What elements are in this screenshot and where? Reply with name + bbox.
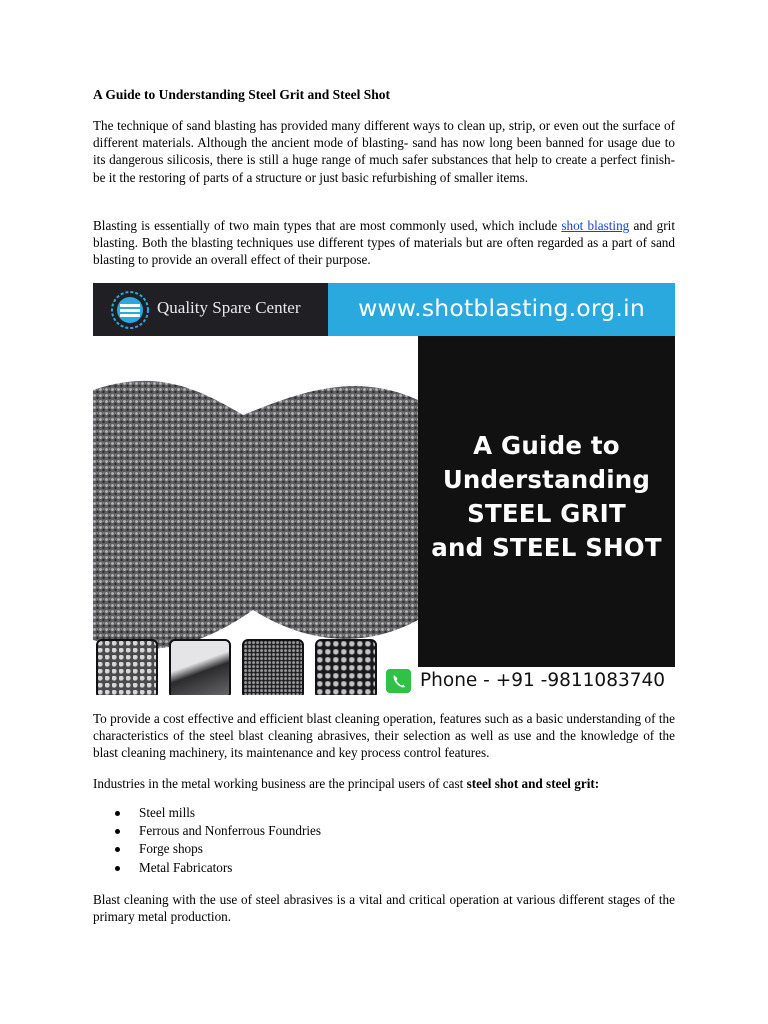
sample-thumbnail bbox=[242, 639, 304, 695]
paragraph-intro: The technique of sand blasting has provided many different ways to clean up, strip, or even out the surface of different materials. Although the ancient mode of blasting- sand has now long been banned for usage due to its dangerous silicosis, there is still a huge range of much safer substances that help to create a perfect finish- be it the restoring of parts of a structure or just basic refurbishing of smaller items. bbox=[93, 118, 675, 185]
sample-thumbnail bbox=[169, 639, 231, 695]
brand-logo-icon bbox=[109, 289, 151, 331]
list-item: Steel mills bbox=[93, 804, 321, 822]
headline-line: Understanding bbox=[442, 465, 651, 494]
steel-grit-photo bbox=[93, 370, 418, 660]
list-item: Metal Fabricators bbox=[93, 859, 321, 877]
paragraph-text: and grit blasting. Both the blasting techniques use different types of materials but are often regarded as a part of sand blasting to provide an overall effect of their purpose. bbox=[93, 218, 675, 268]
sample-thumbnail bbox=[96, 639, 158, 695]
phone-box bbox=[380, 667, 675, 695]
banner-image bbox=[93, 283, 675, 695]
sample-thumbnail bbox=[315, 639, 377, 695]
phone-icon bbox=[386, 669, 411, 693]
website-box bbox=[328, 283, 675, 336]
list-item: Ferrous and Nonferrous Foundries bbox=[93, 822, 321, 840]
phone-number: Phone - +91 -9811083740 bbox=[420, 670, 666, 691]
paragraph-text: Blasting is essentially of two main types that are most commonly used, which include bbox=[93, 218, 562, 233]
document-title: A Guide to Understanding Steel Grit and Steel Shot bbox=[93, 87, 391, 102]
headline-line: and STEEL SHOT bbox=[431, 533, 662, 562]
paragraph-text: Industries in the metal working business are the principal users of cast bbox=[93, 776, 467, 791]
paragraph-operation: To provide a cost effective and efficient blast cleaning operation, features such as a basic understanding of the characteristics of the steel blast cleaning abrasives, their selection as well as use and the knowledge of the blast cleaning machinery, its maintenance and key process control features. bbox=[93, 711, 675, 761]
brand-name: Quality Spare Center bbox=[157, 298, 301, 317]
headline-line: A Guide to bbox=[473, 431, 620, 460]
list-item: Forge shops bbox=[93, 840, 321, 858]
paragraph-conclusion: Blast cleaning with the use of steel abrasives is a vital and critical operation at various different stages of the primary metal production. bbox=[93, 892, 675, 925]
abrasive-photo-area bbox=[93, 336, 418, 695]
website-url: www.shotblasting.org.in bbox=[358, 294, 645, 322]
industries-list bbox=[93, 804, 321, 877]
banner-headline bbox=[418, 429, 675, 565]
banner-header bbox=[93, 283, 675, 336]
shot-blasting-link[interactable]: shot blasting bbox=[561, 218, 630, 233]
paragraph-bold-text: steel shot and steel grit: bbox=[466, 776, 600, 791]
paragraph-blasting-types bbox=[93, 217, 675, 269]
paragraph-industries bbox=[93, 775, 675, 792]
headline-line: STEEL GRIT bbox=[467, 499, 626, 528]
